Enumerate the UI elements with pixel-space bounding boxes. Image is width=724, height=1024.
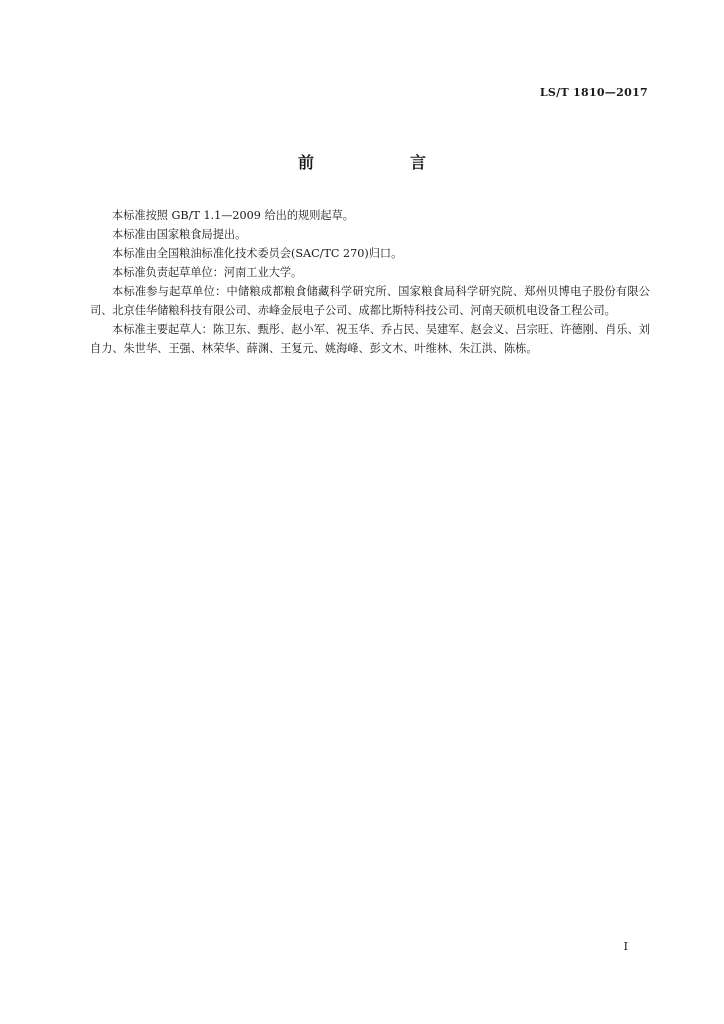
page-title: 前 言 xyxy=(297,153,466,172)
paragraph-responsible-unit: 本标准负责起草单位：河南工业大学。 xyxy=(112,266,303,279)
paragraph-drafters: 本标准主要起草人：陈卫东、甄彤、赵小军、祝玉华、乔占民、吴建军、赵会义、吕宗旺、许德刚、肖乐、刘自力、朱世华、王强、林荣华、薛渊、王复元、姚海峰、彭文木、叶维林、朱江洪、陈栋。 xyxy=(90,323,650,355)
paragraph-drafting-rules: 本标准按照 GB/T 1.1—2009 给出的规则起草。 xyxy=(112,209,354,222)
standard-code: LS/T 1810—2017 xyxy=(539,86,648,99)
paragraph-committee: 本标准由全国粮油标准化技术委员会(SAC/TC 270)归口。 xyxy=(112,247,403,260)
paragraph-proposer: 本标准由国家粮食局提出。 xyxy=(112,228,247,241)
page-number: I xyxy=(623,940,628,953)
paragraph-participating-units: 本标准参与起草单位：中储粮成都粮食储藏科学研究所、国家粮食局科学研究院、郑州贝博电子股份有限公司、北京佳华储粮科技有限公司、赤峰金辰电子公司、成都比斯特科技公司、河南天硕机电设备工程公司。 xyxy=(90,285,650,317)
foreword-body xyxy=(90,206,650,358)
